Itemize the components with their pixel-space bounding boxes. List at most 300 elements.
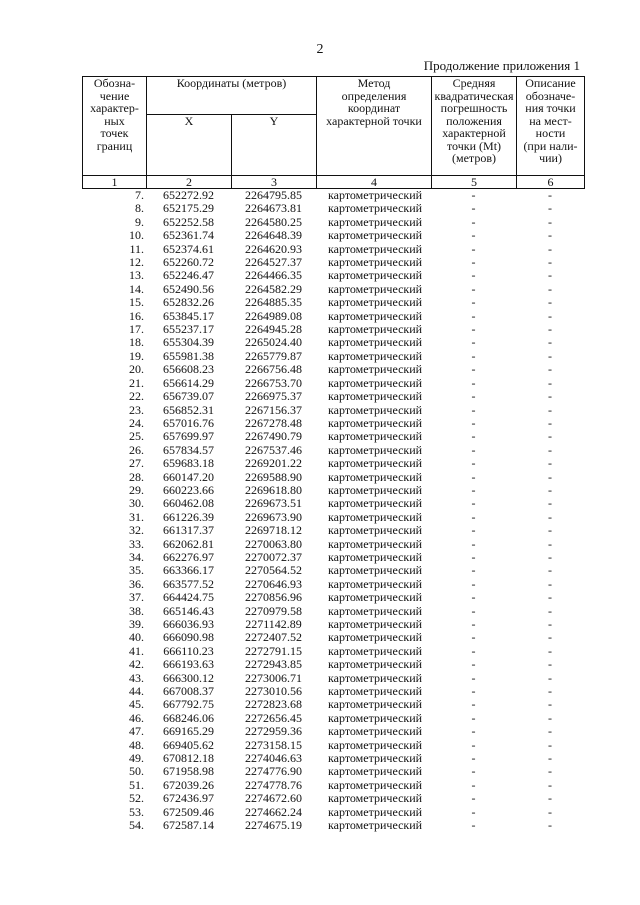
cell-y: 2269618.80	[245, 482, 302, 497]
cell-e: -	[471, 228, 476, 243]
cell-n: 22.	[129, 389, 144, 404]
table-row	[82, 739, 584, 752]
cell-e: -	[471, 536, 476, 551]
cell-y: 2264527.37	[245, 255, 302, 270]
table-row	[82, 350, 584, 363]
cell-d: -	[548, 214, 552, 229]
cell-n: 15.	[129, 295, 144, 310]
cell-n: 12.	[129, 255, 144, 270]
cell-m: картометрический	[328, 228, 423, 243]
cell-m: картометрический	[328, 335, 423, 350]
cell-n: 13.	[129, 268, 144, 283]
cell-n: 28.	[129, 469, 144, 484]
cell-x: 666300.12	[163, 670, 214, 685]
cell-m: картометрический	[328, 322, 423, 337]
cell-x: 666036.93	[163, 617, 214, 631]
cell-d: -	[548, 657, 552, 672]
cell-y: 2271142.89	[245, 617, 302, 631]
cell-y: 2273158.15	[245, 737, 302, 752]
cell-x: 669405.62	[163, 737, 214, 752]
cell-e: -	[471, 603, 476, 618]
cell-e: -	[471, 657, 476, 672]
cell-y: 2264795.85	[245, 188, 302, 202]
cell-y: 2264945.28	[245, 322, 302, 337]
cell-d: -	[548, 630, 552, 645]
cell-x: 665146.43	[163, 603, 214, 618]
cell-n: 39.	[129, 617, 144, 631]
cell-y: 2266975.37	[245, 389, 302, 404]
cell-n: 10.	[129, 228, 144, 243]
cell-e: -	[471, 670, 476, 685]
cell-e: -	[471, 295, 476, 310]
table-row	[82, 296, 584, 309]
table-row	[82, 471, 584, 484]
cell-m: картометрический	[328, 617, 423, 631]
table-row	[82, 243, 584, 256]
table-row	[82, 417, 584, 430]
cell-d: -	[548, 268, 552, 283]
cell-e: -	[471, 429, 476, 444]
cell-y: 2264885.35	[245, 295, 302, 310]
cell-d: -	[548, 348, 552, 363]
cell-e: -	[471, 348, 476, 363]
cell-y: 2265779.87	[245, 348, 302, 363]
cell-n: 32.	[129, 523, 144, 538]
cell-d: -	[548, 496, 552, 511]
table-row	[82, 269, 584, 282]
table-row	[82, 484, 584, 497]
cell-d: -	[548, 576, 552, 591]
cell-e: -	[471, 482, 476, 497]
cell-x: 652272.92	[163, 188, 214, 202]
cell-d: -	[548, 295, 552, 310]
cell-m: картометрический	[328, 469, 423, 484]
cell-e: -	[471, 496, 476, 511]
cell-n: 54.	[129, 818, 144, 833]
cell-e: -	[471, 188, 476, 202]
cell-m: картометрический	[328, 563, 423, 578]
cell-d: -	[548, 389, 552, 404]
cell-y: 2274046.63	[245, 751, 302, 766]
cell-y: 2274776.90	[245, 764, 302, 779]
cell-e: -	[471, 576, 476, 591]
cell-m: картометрический	[328, 362, 423, 377]
cell-m: картометрический	[328, 389, 423, 404]
table-row	[82, 430, 584, 443]
cell-d: -	[548, 603, 552, 618]
cell-x: 656614.29	[163, 375, 214, 390]
cell-d: -	[548, 322, 552, 337]
cell-d: -	[548, 777, 552, 792]
cell-y: 2272823.68	[245, 697, 302, 712]
table-row	[82, 377, 584, 390]
cell-y: 2272656.45	[245, 710, 302, 725]
col-number: 5	[432, 176, 517, 189]
table-row	[82, 591, 584, 604]
cell-n: 25.	[129, 429, 144, 444]
cell-m: картометрический	[328, 456, 423, 471]
cell-y: 2274675.19	[245, 818, 302, 833]
cell-d: -	[548, 684, 552, 699]
table-row	[82, 216, 584, 229]
cell-x: 660223.66	[163, 482, 214, 497]
cell-e: -	[471, 710, 476, 725]
cell-e: -	[471, 684, 476, 699]
table-row	[82, 229, 584, 242]
table-row	[82, 310, 584, 323]
cell-y: 2272407.52	[245, 630, 302, 645]
cell-d: -	[548, 751, 552, 766]
table-row	[82, 672, 584, 685]
cell-d: -	[548, 643, 552, 658]
table-row	[82, 752, 584, 765]
cell-d: -	[548, 442, 552, 457]
cell-m: картометрический	[328, 281, 423, 296]
cell-y: 2269201.22	[245, 456, 302, 471]
table-row	[82, 524, 584, 537]
header-method: Метод определения координат характерной точки	[317, 77, 432, 176]
table-row	[82, 202, 584, 215]
cell-n: 47.	[129, 724, 144, 739]
cell-y: 2267537.46	[245, 442, 302, 457]
cell-e: -	[471, 563, 476, 578]
cell-y: 2264620.93	[245, 241, 302, 256]
cell-e: -	[471, 389, 476, 404]
cell-n: 7.	[135, 188, 144, 202]
cell-x: 655237.17	[163, 322, 214, 337]
cell-e: -	[471, 214, 476, 229]
cell-e: -	[471, 791, 476, 806]
cell-d: -	[548, 429, 552, 444]
cell-n: 30.	[129, 496, 144, 511]
cell-d: -	[548, 523, 552, 538]
cell-d: -	[548, 724, 552, 739]
cell-y: 2269588.90	[245, 469, 302, 484]
cell-x: 669165.29	[163, 724, 214, 739]
cell-m: картометрический	[328, 657, 423, 672]
cell-n: 14.	[129, 281, 144, 296]
cell-y: 2264580.25	[245, 214, 302, 229]
cell-x: 652246.47	[163, 268, 214, 283]
cell-m: картометрический	[328, 777, 423, 792]
cell-x: 656608.23	[163, 362, 214, 377]
table-row	[82, 564, 584, 577]
cell-y: 2269718.12	[245, 523, 302, 538]
cell-n: 48.	[129, 737, 144, 752]
cell-m: картометрический	[328, 188, 423, 202]
cell-m: картометрический	[328, 241, 423, 256]
cell-m: картометрический	[328, 603, 423, 618]
cell-x: 652260.72	[163, 255, 214, 270]
cell-m: картометрический	[328, 576, 423, 591]
cell-x: 672039.26	[163, 777, 214, 792]
table-row	[82, 658, 584, 671]
cell-x: 652490.56	[163, 281, 214, 296]
cell-e: -	[471, 442, 476, 457]
cell-x: 653845.17	[163, 308, 214, 323]
cell-d: -	[548, 255, 552, 270]
cell-m: картометрический	[328, 590, 423, 605]
cell-m: картометрический	[328, 818, 423, 833]
cell-e: -	[471, 777, 476, 792]
cell-e: -	[471, 268, 476, 283]
cell-m: картометрический	[328, 214, 423, 229]
cell-x: 652175.29	[163, 201, 214, 216]
cell-m: картометрический	[328, 348, 423, 363]
cell-n: 49.	[129, 751, 144, 766]
cell-y: 2270979.58	[245, 603, 302, 618]
cell-m: картометрический	[328, 643, 423, 658]
table-row	[82, 497, 584, 510]
cell-d: -	[548, 308, 552, 323]
cell-x: 668246.06	[163, 710, 214, 725]
cell-y: 2272959.36	[245, 724, 302, 739]
cell-n: 42.	[129, 657, 144, 672]
cell-y: 2273006.71	[245, 670, 302, 685]
cell-m: картометрический	[328, 791, 423, 806]
cell-x: 661226.39	[163, 509, 214, 524]
cell-y: 2269673.90	[245, 509, 302, 524]
cell-e: -	[471, 255, 476, 270]
cell-y: 2270063.80	[245, 536, 302, 551]
cell-n: 38.	[129, 603, 144, 618]
cell-e: -	[471, 764, 476, 779]
cell-e: -	[471, 724, 476, 739]
cell-n: 9.	[135, 214, 144, 229]
cell-x: 655304.39	[163, 335, 214, 350]
cell-e: -	[471, 549, 476, 564]
cell-m: картометрический	[328, 509, 423, 524]
cell-e: -	[471, 415, 476, 430]
cell-y: 2264673.81	[245, 201, 302, 216]
table-row	[82, 256, 584, 269]
cell-m: картометрический	[328, 724, 423, 739]
cell-x: 655981.38	[163, 348, 214, 363]
cell-d: -	[548, 697, 552, 712]
cell-d: -	[548, 402, 552, 417]
cell-x: 660147.20	[163, 469, 214, 484]
table-row	[82, 323, 584, 336]
cell-x: 671958.98	[163, 764, 214, 779]
cell-m: картометрический	[328, 429, 423, 444]
cell-y: 2264466.35	[245, 268, 302, 283]
header-point-designation: Обозна- чение характер- ных точек границ	[83, 77, 147, 176]
cell-y: 2269673.51	[245, 496, 302, 511]
table-row	[82, 645, 584, 658]
cell-m: картометрический	[328, 496, 423, 511]
cell-m: картометрический	[328, 375, 423, 390]
table-row	[82, 390, 584, 403]
cell-y: 2264648.39	[245, 228, 302, 243]
cell-m: картометрический	[328, 697, 423, 712]
cell-x: 664424.75	[163, 590, 214, 605]
cell-y: 2264989.08	[245, 308, 302, 323]
cell-x: 667008.37	[163, 684, 214, 699]
cell-m: картометрический	[328, 268, 423, 283]
cell-y: 2274778.76	[245, 777, 302, 792]
cell-d: -	[548, 201, 552, 216]
cell-x: 670812.18	[163, 751, 214, 766]
table-row	[82, 792, 584, 805]
cell-x: 662276.97	[163, 549, 214, 564]
header-coordinates: Координаты (метров)	[147, 77, 317, 115]
table-header	[82, 76, 585, 189]
cell-y: 2267278.48	[245, 415, 302, 430]
cell-x: 672509.46	[163, 804, 214, 819]
cell-d: -	[548, 469, 552, 484]
cell-y: 2270646.93	[245, 576, 302, 591]
cell-m: картометрический	[328, 523, 423, 538]
table-row	[82, 779, 584, 792]
cell-d: -	[548, 415, 552, 430]
cell-d: -	[548, 764, 552, 779]
cell-n: 20.	[129, 362, 144, 377]
cell-y: 2270856.96	[245, 590, 302, 605]
cell-n: 52.	[129, 791, 144, 806]
cell-n: 51.	[129, 777, 144, 792]
col-number: 2	[147, 176, 232, 189]
table-row	[82, 819, 584, 832]
cell-e: -	[471, 523, 476, 538]
table-row	[82, 712, 584, 725]
cell-x: 657016.76	[163, 415, 214, 430]
cell-n: 41.	[129, 643, 144, 658]
cell-n: 19.	[129, 348, 144, 363]
header-x: X	[147, 115, 232, 176]
cell-n: 24.	[129, 415, 144, 430]
cell-d: -	[548, 710, 552, 725]
cell-y: 2265024.40	[245, 335, 302, 350]
table-row	[82, 189, 584, 202]
cell-x: 666090.98	[163, 630, 214, 645]
col-number: 4	[317, 176, 432, 189]
cell-m: картометрический	[328, 710, 423, 725]
cell-e: -	[471, 630, 476, 645]
cell-e: -	[471, 818, 476, 833]
cell-e: -	[471, 308, 476, 323]
cell-y: 2264582.29	[245, 281, 302, 296]
col-number: 1	[83, 176, 147, 189]
cell-n: 8.	[135, 201, 144, 216]
cell-n: 43.	[129, 670, 144, 685]
header-error: Средняя квадратическая погрешность положения характерной точки (Mt) (метров)	[432, 77, 517, 176]
cell-e: -	[471, 697, 476, 712]
cell-n: 40.	[129, 630, 144, 645]
cell-e: -	[471, 804, 476, 819]
cell-n: 35.	[129, 563, 144, 578]
table-row	[82, 605, 584, 618]
cell-n: 34.	[129, 549, 144, 564]
table-row	[82, 551, 584, 564]
cell-m: картометрический	[328, 201, 423, 216]
cell-m: картометрический	[328, 402, 423, 417]
cell-x: 652832.26	[163, 295, 214, 310]
cell-n: 46.	[129, 710, 144, 725]
cell-e: -	[471, 241, 476, 256]
cell-e: -	[471, 643, 476, 658]
cell-x: 657834.57	[163, 442, 214, 457]
cell-d: -	[548, 375, 552, 390]
cell-e: -	[471, 402, 476, 417]
cell-d: -	[548, 818, 552, 833]
cell-d: -	[548, 281, 552, 296]
cell-m: картометрический	[328, 804, 423, 819]
cell-x: 660462.08	[163, 496, 214, 511]
cell-n: 18.	[129, 335, 144, 350]
cell-x: 652252.58	[163, 214, 214, 229]
cell-d: -	[548, 563, 552, 578]
cell-d: -	[548, 536, 552, 551]
cell-m: картометрический	[328, 751, 423, 766]
cell-m: картометрический	[328, 415, 423, 430]
cell-y: 2267156.37	[245, 402, 302, 417]
cell-x: 662062.81	[163, 536, 214, 551]
cell-n: 26.	[129, 442, 144, 457]
cell-d: -	[548, 456, 552, 471]
table-row	[82, 631, 584, 644]
table-row	[82, 806, 584, 819]
cell-n: 45.	[129, 697, 144, 712]
cell-d: -	[548, 590, 552, 605]
cell-d: -	[548, 482, 552, 497]
cell-y: 2272943.85	[245, 657, 302, 672]
cell-d: -	[548, 188, 552, 202]
cell-d: -	[548, 241, 552, 256]
cell-y: 2274662.24	[245, 804, 302, 819]
header-y: Y	[232, 115, 317, 176]
cell-d: -	[548, 804, 552, 819]
cell-d: -	[548, 617, 552, 631]
cell-m: картометрический	[328, 670, 423, 685]
cell-x: 656852.31	[163, 402, 214, 417]
cell-x: 663366.17	[163, 563, 214, 578]
cell-e: -	[471, 456, 476, 471]
cell-m: картометрический	[328, 255, 423, 270]
cell-e: -	[471, 281, 476, 296]
cell-n: 27.	[129, 456, 144, 471]
cell-x: 659683.18	[163, 456, 214, 471]
cell-d: -	[548, 228, 552, 243]
cell-n: 21.	[129, 375, 144, 390]
coordinates-table	[82, 189, 584, 833]
cell-n: 17.	[129, 322, 144, 337]
continuation-label: Продолжение приложения 1	[423, 58, 580, 73]
table-row	[82, 685, 584, 698]
cell-e: -	[471, 362, 476, 377]
cell-x: 663577.52	[163, 576, 214, 591]
cell-e: -	[471, 617, 476, 631]
cell-n: 11.	[129, 241, 144, 256]
cell-y: 2267490.79	[245, 429, 302, 444]
cell-m: картометрический	[328, 442, 423, 457]
cell-e: -	[471, 469, 476, 484]
cell-y: 2273010.56	[245, 684, 302, 699]
cell-m: картометрический	[328, 684, 423, 699]
page-number: 2	[316, 42, 324, 57]
cell-e: -	[471, 737, 476, 752]
cell-y: 2266753.70	[245, 375, 302, 390]
cell-x: 672587.14	[163, 818, 214, 833]
cell-e: -	[471, 751, 476, 766]
table-row	[82, 725, 584, 738]
col-number: 3	[232, 176, 317, 189]
cell-n: 23.	[129, 402, 144, 417]
cell-d: -	[548, 670, 552, 685]
cell-n: 16.	[129, 308, 144, 323]
cell-e: -	[471, 375, 476, 390]
cell-x: 652361.74	[163, 228, 214, 243]
cell-y: 2270564.52	[245, 563, 302, 578]
